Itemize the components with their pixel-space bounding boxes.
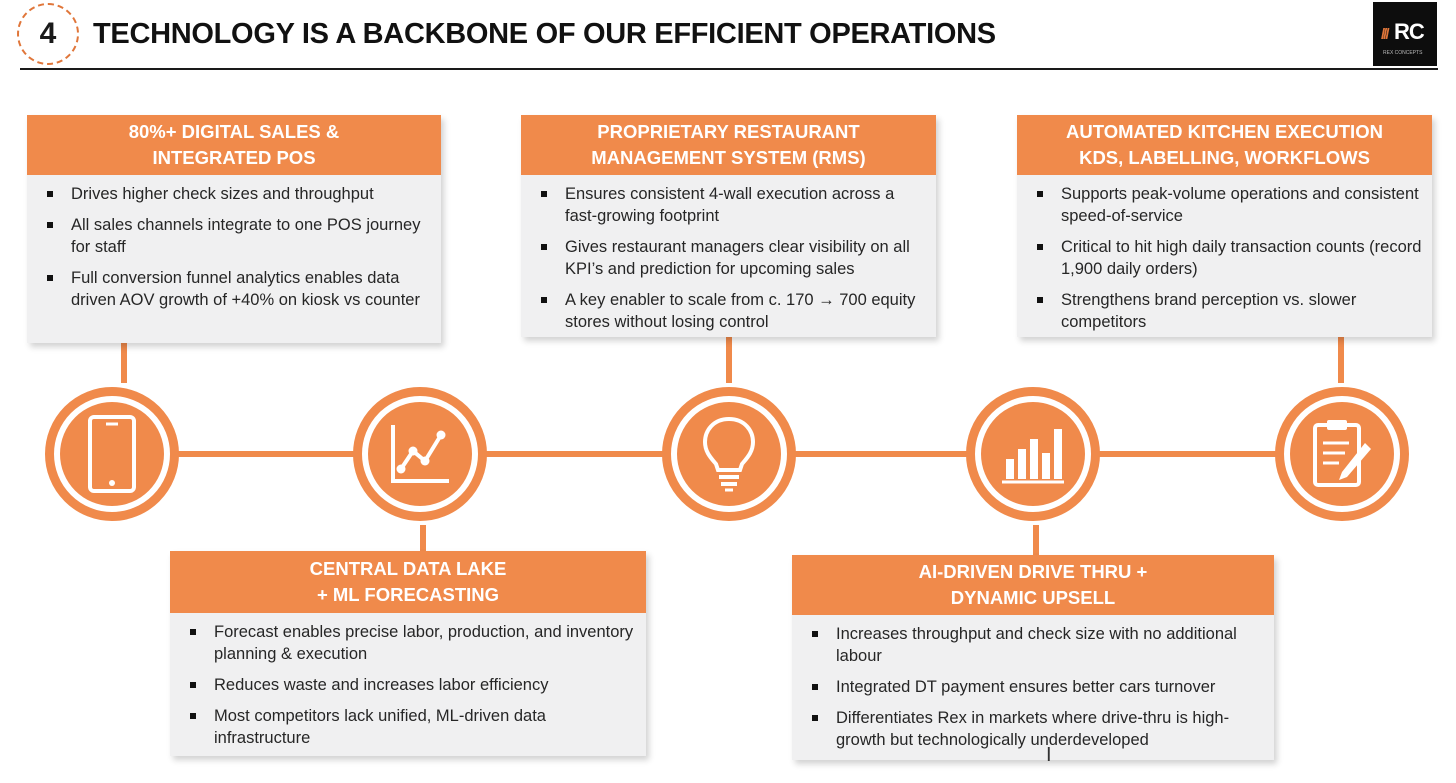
section-number: 4 <box>17 3 79 65</box>
bullet-list <box>170 613 646 759</box>
logo-subtext: REX CONCEPTS <box>1383 50 1423 56</box>
node-drive-thru <box>966 387 1100 521</box>
card-header <box>521 115 936 175</box>
connector-digital-sales <box>121 343 127 383</box>
bullet-list <box>792 615 1274 761</box>
bullet-item: Most competitors lack unified, ML-driven data infrastructure <box>184 705 636 749</box>
card-title-line2: KDS, LABELLING, WORKFLOWS <box>1079 147 1370 168</box>
card-header <box>170 551 646 613</box>
card-header <box>792 555 1274 615</box>
node-rms <box>662 387 796 521</box>
card-title-line2: DYNAMIC UPSELL <box>950 587 1116 608</box>
card-drive-thru <box>792 555 1274 760</box>
bar-chart-icon <box>1000 421 1066 487</box>
card-title-line2: + ML FORECASTING <box>316 584 500 605</box>
bullet-item: All sales channels integrate to one POS journey for staff <box>41 214 431 258</box>
card-title-line2: INTEGRATED POS <box>152 147 316 168</box>
card-digital-sales <box>27 115 441 343</box>
bullet-item: Ensures consistent 4-wall execution across a fast-growing footprint <box>535 183 926 227</box>
slide-header <box>0 0 1456 72</box>
node-data-lake <box>353 387 487 521</box>
connector-drive-thru <box>1033 525 1039 555</box>
bullet-item: Full conversion funnel analytics enables data driven AOV growth of +40% on kiosk vs counter <box>41 267 431 311</box>
bullet-item: Forecast enables precise labor, production, and inventory planning & execution <box>184 621 636 665</box>
card-title-line2: MANAGEMENT SYSTEM (RMS) <box>591 147 866 168</box>
connector-data-lake <box>420 525 426 551</box>
company-logo <box>1373 2 1437 66</box>
card-header <box>1017 115 1432 175</box>
bullet-item: Reduces waste and increases labor efficiency <box>184 674 636 696</box>
bullet-item: Strengthens brand perception vs. slower competitors <box>1031 289 1422 333</box>
card-kitchen <box>1017 115 1432 337</box>
card-title-line1: AI-DRIVEN DRIVE THRU + <box>918 561 1148 582</box>
node-kitchen <box>1275 387 1409 521</box>
card-title-line1: PROPRIETARY RESTAURANT <box>597 121 860 142</box>
bullet-item: A key enabler to scale from c. 170 → 700 equity stores without losing control <box>535 289 926 333</box>
logo-text: RC <box>1394 19 1424 44</box>
card-data-lake <box>170 551 646 756</box>
card-title-line1: 80%+ DIGITAL SALES & <box>128 121 340 142</box>
connector-rms <box>726 337 732 383</box>
lightbulb-icon <box>699 415 759 493</box>
bullet-item: Gives restaurant managers clear visibility on all KPI’s and prediction for upcoming sales <box>535 236 926 280</box>
header-divider <box>20 68 1438 70</box>
flame-icon: /// <box>1381 26 1388 43</box>
tablet-icon <box>82 414 142 494</box>
bullet-item: Differentiates Rex in markets where drive-thru is high-growth but technologically underdeveloped <box>806 707 1264 751</box>
line-chart-icon <box>387 421 453 487</box>
bullet-list <box>1017 175 1432 343</box>
bullet-item: Critical to hit high daily transaction counts (record 1,900 daily orders) <box>1031 236 1422 280</box>
text-cursor-icon: I <box>1046 744 1052 766</box>
card-header <box>27 115 441 175</box>
clipboard-pencil-icon <box>1309 417 1375 491</box>
node-digital-sales <box>45 387 179 521</box>
bullet-item: Supports peak-volume operations and consistent speed-of-service <box>1031 183 1422 227</box>
card-title-line1: AUTOMATED KITCHEN EXECUTION <box>1066 121 1383 142</box>
bullet-item: Integrated DT payment ensures better cars turnover <box>806 676 1264 698</box>
connector-kitchen <box>1338 337 1344 383</box>
bullet-item: Drives higher check sizes and throughput <box>41 183 431 205</box>
bullet-list <box>521 175 936 343</box>
bullet-item: Increases throughput and check size with no additional labour <box>806 623 1264 667</box>
slide-title: TECHNOLOGY IS A BACKBONE OF OUR EFFICIENT OPERATIONS <box>93 18 996 50</box>
card-rms <box>521 115 936 337</box>
bullet-list <box>27 175 441 321</box>
card-title-line1: CENTRAL DATA LAKE <box>309 558 507 579</box>
